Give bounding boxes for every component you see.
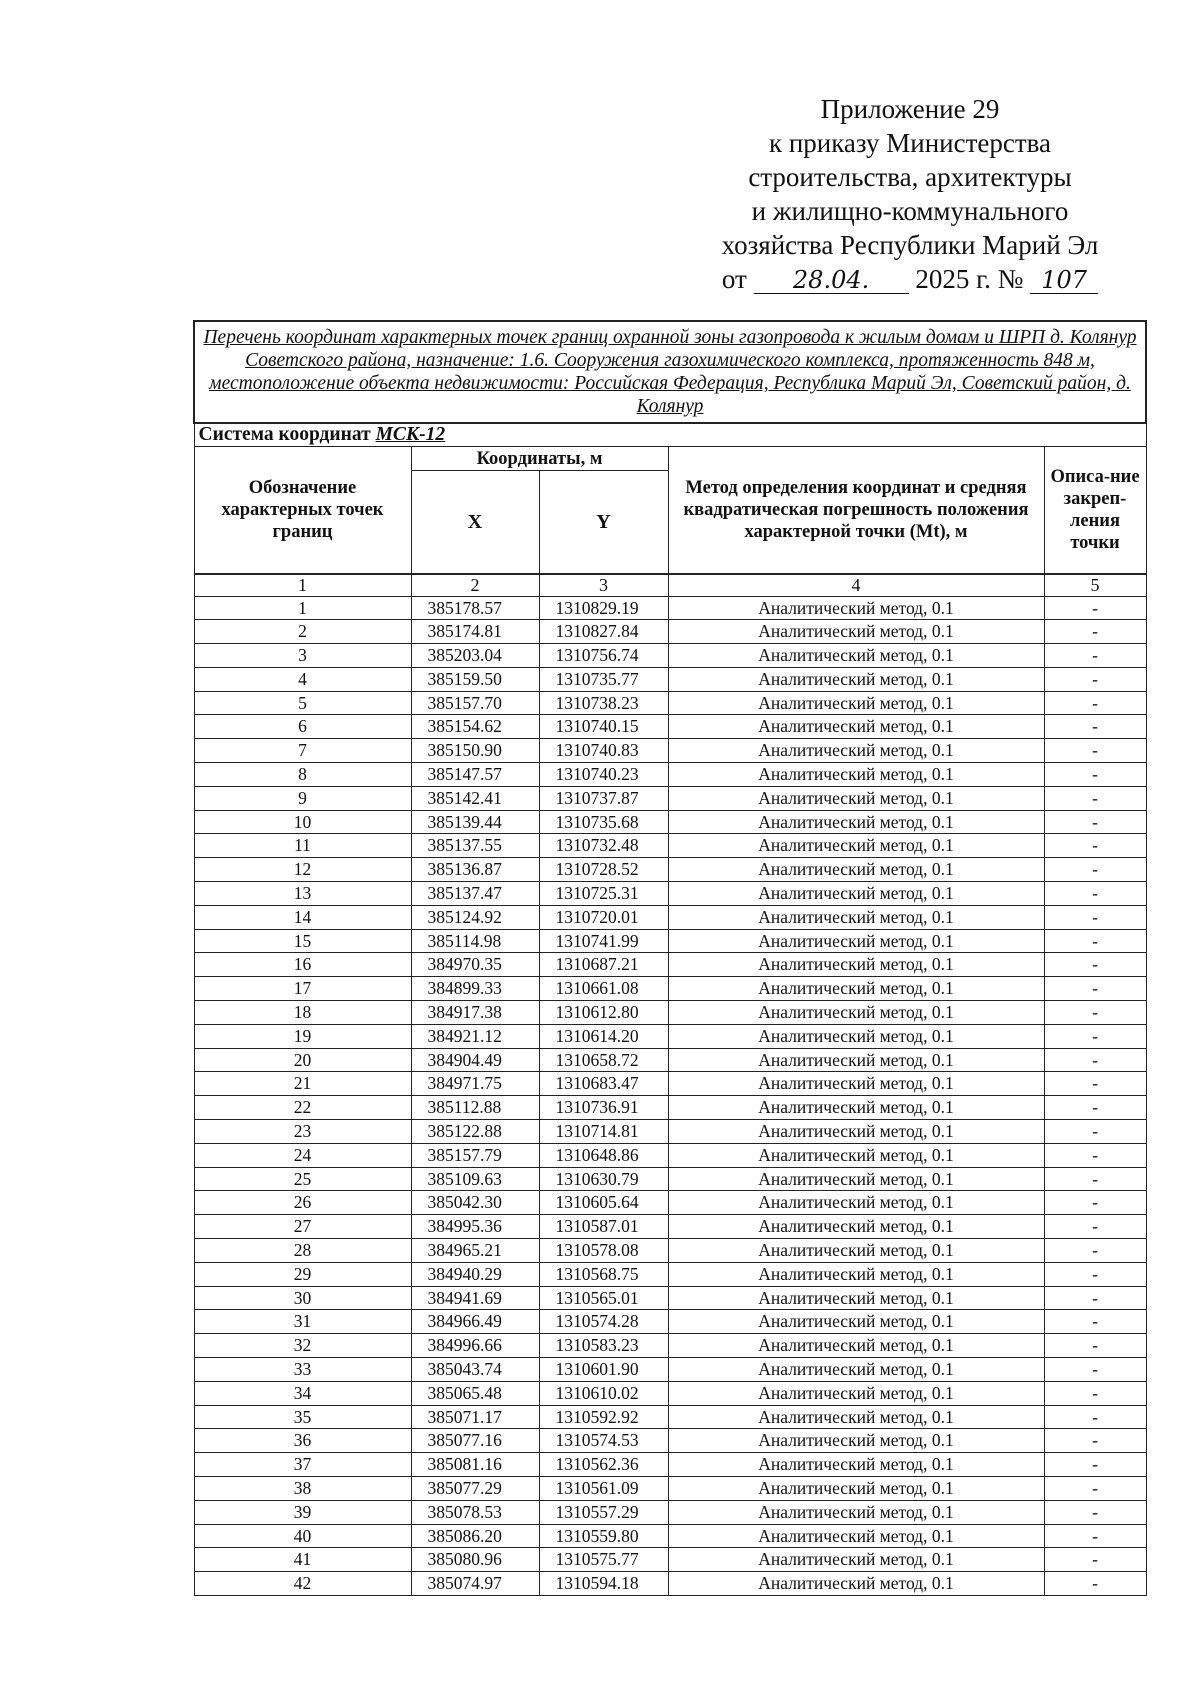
- header-line-5: хозяйства Республики Марий Эл: [721, 230, 1099, 260]
- y-coordinate-cell: 1310720.01: [539, 905, 668, 929]
- x-coordinate-cell: 385042.30: [411, 1191, 539, 1215]
- x-coordinate-cell: 385086.20: [411, 1524, 539, 1548]
- x-coordinate-cell: 385080.96: [411, 1548, 539, 1572]
- x-coordinate-cell: 385109.63: [411, 1167, 539, 1191]
- header-coordinates: Координаты, м: [411, 447, 668, 471]
- y-coordinate-cell: 1310737.87: [539, 786, 668, 810]
- method-cell: Аналитический метод, 0.1: [668, 858, 1044, 882]
- x-coordinate-cell: 384921.12: [411, 1024, 539, 1048]
- table-row: [194, 715, 1146, 739]
- point-number-cell: 27: [194, 1215, 411, 1239]
- x-coordinate-cell: 384899.33: [411, 977, 539, 1001]
- method-cell: Аналитический метод, 0.1: [668, 1548, 1044, 1572]
- method-cell: Аналитический метод, 0.1: [668, 763, 1044, 787]
- x-coordinate-cell: 384917.38: [411, 1001, 539, 1025]
- method-cell: Аналитический метод, 0.1: [668, 691, 1044, 715]
- y-coordinate-cell: 1310575.77: [539, 1548, 668, 1572]
- x-coordinate-cell: 385043.74: [411, 1358, 539, 1382]
- table-row: [194, 1500, 1146, 1524]
- x-coordinate-cell: 385078.53: [411, 1500, 539, 1524]
- column-number: 2: [411, 574, 539, 597]
- description-cell: -: [1044, 596, 1146, 620]
- point-number-cell: 17: [194, 977, 411, 1001]
- description-cell: -: [1044, 1262, 1146, 1286]
- method-cell: Аналитический метод, 0.1: [668, 786, 1044, 810]
- x-coordinate-cell: 385139.44: [411, 810, 539, 834]
- y-coordinate-cell: 1310827.84: [539, 620, 668, 644]
- method-cell: Аналитический метод, 0.1: [668, 1429, 1044, 1453]
- x-coordinate-cell: 385074.97: [411, 1572, 539, 1596]
- y-coordinate-cell: 1310736.91: [539, 1096, 668, 1120]
- description-cell: -: [1044, 1429, 1146, 1453]
- description-cell: -: [1044, 1310, 1146, 1334]
- table-row: [194, 1429, 1146, 1453]
- point-number-cell: 25: [194, 1167, 411, 1191]
- point-number-cell: 35: [194, 1405, 411, 1429]
- method-cell: Аналитический метод, 0.1: [668, 882, 1044, 906]
- method-cell: Аналитический метод, 0.1: [668, 1286, 1044, 1310]
- description-cell: -: [1044, 715, 1146, 739]
- point-number-cell: 37: [194, 1453, 411, 1477]
- header-x: X: [411, 471, 539, 574]
- method-cell: Аналитический метод, 0.1: [668, 1191, 1044, 1215]
- point-number-cell: 4: [194, 667, 411, 691]
- x-coordinate-cell: 384971.75: [411, 1072, 539, 1096]
- y-coordinate-cell: 1310829.19: [539, 596, 668, 620]
- x-coordinate-cell: 385157.70: [411, 691, 539, 715]
- table-body: [194, 596, 1146, 1595]
- y-coordinate-cell: 1310658.72: [539, 1048, 668, 1072]
- point-number-cell: 36: [194, 1429, 411, 1453]
- description-cell: -: [1044, 929, 1146, 953]
- table-row: [194, 1453, 1146, 1477]
- table-row: [194, 1286, 1146, 1310]
- point-number-cell: 13: [194, 882, 411, 906]
- y-coordinate-cell: 1310687.21: [539, 953, 668, 977]
- x-coordinate-cell: 385071.17: [411, 1405, 539, 1429]
- x-coordinate-cell: 384940.29: [411, 1262, 539, 1286]
- method-cell: Аналитический метод, 0.1: [668, 1476, 1044, 1500]
- x-coordinate-cell: 385114.98: [411, 929, 539, 953]
- y-coordinate-cell: 1310741.99: [539, 929, 668, 953]
- column-number: 1: [194, 574, 411, 597]
- table-row: [194, 1072, 1146, 1096]
- table-row: [194, 667, 1146, 691]
- description-cell: -: [1044, 1334, 1146, 1358]
- x-coordinate-cell: 385137.47: [411, 882, 539, 906]
- point-number-cell: 21: [194, 1072, 411, 1096]
- description-cell: -: [1044, 1143, 1146, 1167]
- header-line-4: и жилищно-коммунального: [751, 196, 1069, 226]
- y-coordinate-cell: 1310578.08: [539, 1239, 668, 1263]
- handwritten-date: 28.04.: [754, 267, 909, 294]
- method-cell: Аналитический метод, 0.1: [668, 1239, 1044, 1263]
- point-number-cell: 7: [194, 739, 411, 763]
- point-number-cell: 16: [194, 953, 411, 977]
- x-coordinate-cell: 385081.16: [411, 1453, 539, 1477]
- y-coordinate-cell: 1310683.47: [539, 1072, 668, 1096]
- method-cell: Аналитический метод, 0.1: [668, 667, 1044, 691]
- description-cell: -: [1044, 786, 1146, 810]
- table-row: [194, 739, 1146, 763]
- description-cell: -: [1044, 1072, 1146, 1096]
- y-coordinate-cell: 1310735.77: [539, 667, 668, 691]
- table-row: [194, 834, 1146, 858]
- method-cell: Аналитический метод, 0.1: [668, 739, 1044, 763]
- y-coordinate-cell: 1310714.81: [539, 1120, 668, 1144]
- x-coordinate-cell: 385077.16: [411, 1429, 539, 1453]
- method-cell: Аналитический метод, 0.1: [668, 1143, 1044, 1167]
- point-number-cell: 38: [194, 1476, 411, 1500]
- point-number-cell: 42: [194, 1572, 411, 1596]
- x-coordinate-cell: 385137.55: [411, 834, 539, 858]
- y-coordinate-cell: 1310661.08: [539, 977, 668, 1001]
- description-cell: -: [1044, 1215, 1146, 1239]
- x-coordinate-cell: 384965.21: [411, 1239, 539, 1263]
- x-coordinate-cell: 385142.41: [411, 786, 539, 810]
- header-y: Y: [539, 471, 668, 574]
- table-row: [194, 1548, 1146, 1572]
- description-cell: -: [1044, 1024, 1146, 1048]
- method-cell: Аналитический метод, 0.1: [668, 1405, 1044, 1429]
- header-line-2: к приказу Министерства: [768, 128, 1052, 158]
- description-cell: -: [1044, 1120, 1146, 1144]
- point-number-cell: 28: [194, 1239, 411, 1263]
- description-cell: -: [1044, 644, 1146, 668]
- method-cell: Аналитический метод, 0.1: [668, 644, 1044, 668]
- description-cell: -: [1044, 834, 1146, 858]
- x-coordinate-cell: 385065.48: [411, 1381, 539, 1405]
- table-row: [194, 596, 1146, 620]
- y-coordinate-cell: 1310594.18: [539, 1572, 668, 1596]
- x-coordinate-cell: 385178.57: [411, 596, 539, 620]
- x-coordinate-cell: 385174.81: [411, 620, 539, 644]
- method-cell: Аналитический метод, 0.1: [668, 810, 1044, 834]
- point-number-cell: 20: [194, 1048, 411, 1072]
- table-row: [194, 1167, 1146, 1191]
- header-points: Обозначение характерных точек границ: [194, 447, 411, 574]
- y-coordinate-cell: 1310735.68: [539, 810, 668, 834]
- description-cell: -: [1044, 882, 1146, 906]
- table-row: [194, 1405, 1146, 1429]
- y-coordinate-cell: 1310740.83: [539, 739, 668, 763]
- y-coordinate-cell: 1310559.80: [539, 1524, 668, 1548]
- table-row: [194, 953, 1146, 977]
- coordinate-system-row: [194, 423, 1146, 447]
- appendix-title: Приложение 29: [820, 94, 1000, 124]
- description-cell: -: [1044, 1167, 1146, 1191]
- method-cell: Аналитический метод, 0.1: [668, 929, 1044, 953]
- x-coordinate-cell: 384904.49: [411, 1048, 539, 1072]
- x-coordinate-cell: 385159.50: [411, 667, 539, 691]
- description-cell: -: [1044, 1001, 1146, 1025]
- y-coordinate-cell: 1310601.90: [539, 1358, 668, 1382]
- description-cell: -: [1044, 1572, 1146, 1596]
- from-label: от: [721, 264, 747, 294]
- y-coordinate-cell: 1310587.01: [539, 1215, 668, 1239]
- document-header: [700, 92, 1120, 296]
- x-coordinate-cell: 385150.90: [411, 739, 539, 763]
- x-coordinate-cell: 385203.04: [411, 644, 539, 668]
- method-cell: Аналитический метод, 0.1: [668, 953, 1044, 977]
- point-number-cell: 19: [194, 1024, 411, 1048]
- method-cell: Аналитический метод, 0.1: [668, 596, 1044, 620]
- method-cell: Аналитический метод, 0.1: [668, 1215, 1044, 1239]
- table-row: [194, 1096, 1146, 1120]
- order-date-line: [700, 262, 1120, 296]
- method-cell: Аналитический метод, 0.1: [668, 1096, 1044, 1120]
- point-number-cell: 23: [194, 1120, 411, 1144]
- point-number-cell: 34: [194, 1381, 411, 1405]
- table-row: [194, 1120, 1146, 1144]
- y-coordinate-cell: 1310583.23: [539, 1334, 668, 1358]
- table-row: [194, 1001, 1146, 1025]
- description-cell: -: [1044, 1524, 1146, 1548]
- table-row: [194, 1215, 1146, 1239]
- description-cell: -: [1044, 1191, 1146, 1215]
- y-coordinate-cell: 1310630.79: [539, 1167, 668, 1191]
- method-cell: Аналитический метод, 0.1: [668, 1262, 1044, 1286]
- description-cell: -: [1044, 691, 1146, 715]
- y-coordinate-cell: 1310740.23: [539, 763, 668, 787]
- x-coordinate-cell: 385112.88: [411, 1096, 539, 1120]
- y-coordinate-cell: 1310562.36: [539, 1453, 668, 1477]
- coordinates-table: [193, 320, 1147, 1596]
- method-cell: Аналитический метод, 0.1: [668, 1048, 1044, 1072]
- y-coordinate-cell: 1310740.15: [539, 715, 668, 739]
- point-number-cell: 31: [194, 1310, 411, 1334]
- table-row: [194, 1048, 1146, 1072]
- table-row: [194, 1334, 1146, 1358]
- point-number-cell: 10: [194, 810, 411, 834]
- column-number: 5: [1044, 574, 1146, 597]
- point-number-cell: 5: [194, 691, 411, 715]
- header-description: Описа-ние закреп-ления точки: [1044, 447, 1146, 574]
- handwritten-number: 107: [1030, 267, 1098, 294]
- point-number-cell: 32: [194, 1334, 411, 1358]
- x-coordinate-cell: 385147.57: [411, 763, 539, 787]
- point-number-cell: 39: [194, 1500, 411, 1524]
- header-line-3: строительства, архитектуры: [748, 162, 1072, 192]
- table-row: [194, 1262, 1146, 1286]
- point-number-cell: 24: [194, 1143, 411, 1167]
- x-coordinate-cell: 384970.35: [411, 953, 539, 977]
- method-cell: Аналитический метод, 0.1: [668, 1358, 1044, 1382]
- x-coordinate-cell: 385136.87: [411, 858, 539, 882]
- point-number-cell: 30: [194, 1286, 411, 1310]
- table-row: [194, 1024, 1146, 1048]
- description-cell: -: [1044, 858, 1146, 882]
- table-row: [194, 858, 1146, 882]
- y-coordinate-cell: 1310557.29: [539, 1500, 668, 1524]
- column-number: 3: [539, 574, 668, 597]
- x-coordinate-cell: 384996.66: [411, 1334, 539, 1358]
- point-number-cell: 14: [194, 905, 411, 929]
- x-coordinate-cell: 385154.62: [411, 715, 539, 739]
- description-cell: -: [1044, 1476, 1146, 1500]
- point-number-cell: 3: [194, 644, 411, 668]
- year-number-label: 2025 г. №: [915, 264, 1024, 294]
- y-coordinate-cell: 1310728.52: [539, 858, 668, 882]
- point-number-cell: 6: [194, 715, 411, 739]
- method-cell: Аналитический метод, 0.1: [668, 1001, 1044, 1025]
- point-number-cell: 15: [194, 929, 411, 953]
- point-number-cell: 33: [194, 1358, 411, 1382]
- table-row: [194, 1239, 1146, 1263]
- table-row: [194, 1572, 1146, 1596]
- table-row: [194, 1476, 1146, 1500]
- table-row: [194, 1524, 1146, 1548]
- y-coordinate-cell: 1310612.80: [539, 1001, 668, 1025]
- y-coordinate-cell: 1310605.64: [539, 1191, 668, 1215]
- x-coordinate-cell: 384995.36: [411, 1215, 539, 1239]
- point-number-cell: 2: [194, 620, 411, 644]
- x-coordinate-cell: 384941.69: [411, 1286, 539, 1310]
- description-cell: -: [1044, 1358, 1146, 1382]
- method-cell: Аналитический метод, 0.1: [668, 1381, 1044, 1405]
- table-row: [194, 1310, 1146, 1334]
- table-row: [194, 1381, 1146, 1405]
- description-cell: -: [1044, 1548, 1146, 1572]
- point-number-cell: 41: [194, 1548, 411, 1572]
- description-cell: -: [1044, 667, 1146, 691]
- method-cell: Аналитический метод, 0.1: [668, 620, 1044, 644]
- coordinate-system-value: МСК-12: [375, 424, 446, 445]
- method-cell: Аналитический метод, 0.1: [668, 905, 1044, 929]
- point-number-cell: 12: [194, 858, 411, 882]
- description-cell: -: [1044, 1405, 1146, 1429]
- table-row: [194, 1191, 1146, 1215]
- point-number-cell: 8: [194, 763, 411, 787]
- y-coordinate-cell: 1310756.74: [539, 644, 668, 668]
- point-number-cell: 29: [194, 1262, 411, 1286]
- table-row: [194, 1143, 1146, 1167]
- table-row: [194, 620, 1146, 644]
- method-cell: Аналитический метод, 0.1: [668, 977, 1044, 1001]
- method-cell: Аналитический метод, 0.1: [668, 1524, 1044, 1548]
- description-cell: -: [1044, 905, 1146, 929]
- point-number-cell: 1: [194, 596, 411, 620]
- header-method: Метод определения координат и средняя квадратическая погрешность положения характерной точки (Mt), м: [668, 447, 1044, 574]
- method-cell: Аналитический метод, 0.1: [668, 1500, 1044, 1524]
- description-cell: -: [1044, 977, 1146, 1001]
- table-row: [194, 786, 1146, 810]
- method-cell: Аналитический метод, 0.1: [668, 1120, 1044, 1144]
- description-cell: -: [1044, 620, 1146, 644]
- x-coordinate-cell: 385124.92: [411, 905, 539, 929]
- description-cell: -: [1044, 1286, 1146, 1310]
- method-cell: Аналитический метод, 0.1: [668, 834, 1044, 858]
- y-coordinate-cell: 1310738.23: [539, 691, 668, 715]
- table-row: [194, 810, 1146, 834]
- point-number-cell: 22: [194, 1096, 411, 1120]
- method-cell: Аналитический метод, 0.1: [668, 1453, 1044, 1477]
- table-row: [194, 644, 1146, 668]
- table-row: [194, 905, 1146, 929]
- method-cell: Аналитический метод, 0.1: [668, 1572, 1044, 1596]
- method-cell: Аналитический метод, 0.1: [668, 1072, 1044, 1096]
- point-number-cell: 40: [194, 1524, 411, 1548]
- y-coordinate-cell: 1310568.75: [539, 1262, 668, 1286]
- method-cell: Аналитический метод, 0.1: [668, 1334, 1044, 1358]
- method-cell: Аналитический метод, 0.1: [668, 715, 1044, 739]
- y-coordinate-cell: 1310648.86: [539, 1143, 668, 1167]
- point-number-cell: 26: [194, 1191, 411, 1215]
- point-number-cell: 9: [194, 786, 411, 810]
- method-cell: Аналитический метод, 0.1: [668, 1167, 1044, 1191]
- y-coordinate-cell: 1310614.20: [539, 1024, 668, 1048]
- x-coordinate-cell: 385157.79: [411, 1143, 539, 1167]
- y-coordinate-cell: 1310565.01: [539, 1286, 668, 1310]
- method-cell: Аналитический метод, 0.1: [668, 1310, 1044, 1334]
- y-coordinate-cell: 1310574.28: [539, 1310, 668, 1334]
- description-cell: -: [1044, 1500, 1146, 1524]
- description-cell: -: [1044, 763, 1146, 787]
- point-number-cell: 11: [194, 834, 411, 858]
- x-coordinate-cell: 384966.49: [411, 1310, 539, 1334]
- method-cell: Аналитический метод, 0.1: [668, 1024, 1044, 1048]
- table-row: [194, 763, 1146, 787]
- description-cell: -: [1044, 739, 1146, 763]
- y-coordinate-cell: 1310574.53: [539, 1429, 668, 1453]
- coordinates-table-container: [193, 320, 1145, 1596]
- description-cell: -: [1044, 1453, 1146, 1477]
- table-row: [194, 977, 1146, 1001]
- table-row: [194, 882, 1146, 906]
- table-title: Перечень координат характерных точек границ охранной зоны газопровода к жилым домам и ШРП д. Колянур Советского района, назначение: 1.6. Сооружения газохимического комплекса, протяженность 848 м, местоположение объекта недвижимости: Российская Федерация, Республика Марий Эл, Советский район, д. Колянур: [194, 321, 1146, 423]
- table-row: [194, 691, 1146, 715]
- table-row: [194, 929, 1146, 953]
- y-coordinate-cell: 1310725.31: [539, 882, 668, 906]
- y-coordinate-cell: 1310592.92: [539, 1405, 668, 1429]
- description-cell: -: [1044, 810, 1146, 834]
- description-cell: -: [1044, 953, 1146, 977]
- column-number: 4: [668, 574, 1044, 597]
- column-number-row: [194, 574, 1146, 597]
- description-cell: -: [1044, 1048, 1146, 1072]
- y-coordinate-cell: 1310610.02: [539, 1381, 668, 1405]
- y-coordinate-cell: 1310561.09: [539, 1476, 668, 1500]
- x-coordinate-cell: 385077.29: [411, 1476, 539, 1500]
- table-row: [194, 1358, 1146, 1382]
- coordinate-system-label: Система координат: [198, 424, 371, 445]
- description-cell: -: [1044, 1381, 1146, 1405]
- point-number-cell: 18: [194, 1001, 411, 1025]
- description-cell: -: [1044, 1239, 1146, 1263]
- x-coordinate-cell: 385122.88: [411, 1120, 539, 1144]
- description-cell: -: [1044, 1096, 1146, 1120]
- y-coordinate-cell: 1310732.48: [539, 834, 668, 858]
